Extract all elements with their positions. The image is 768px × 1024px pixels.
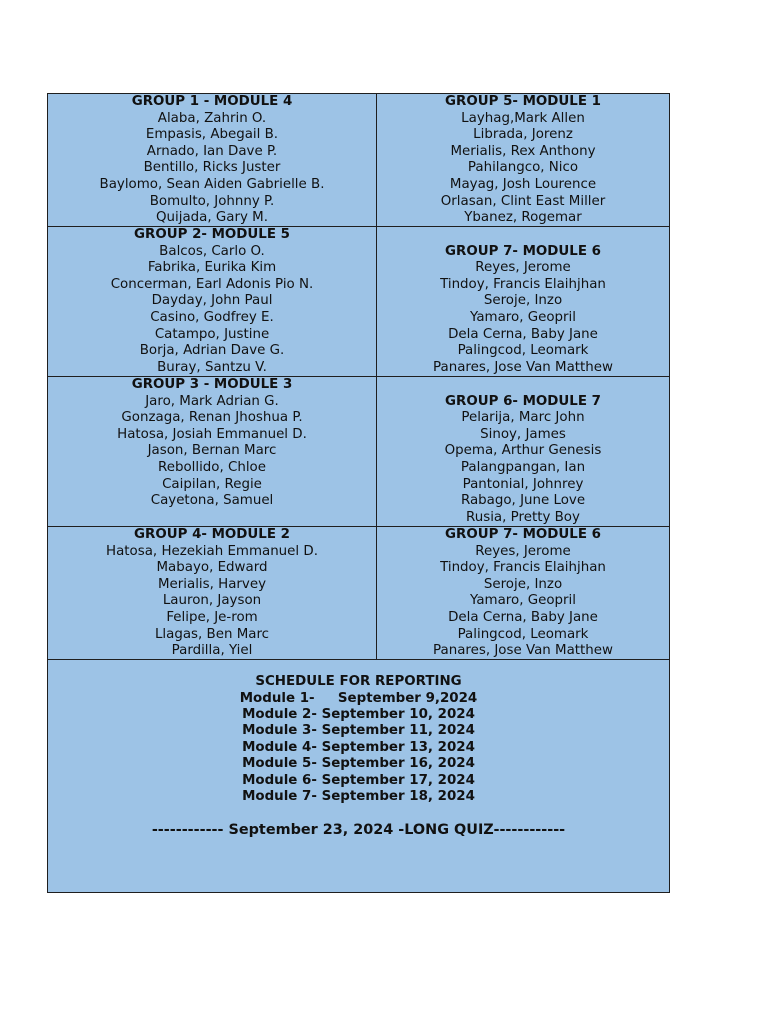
group-row-1 bbox=[48, 94, 669, 227]
schedule-item: Module 2- September 10, 2024 bbox=[242, 707, 475, 722]
group-member: Catampo, Justine bbox=[154, 326, 270, 342]
group-member: Balcos, Carlo O. bbox=[159, 243, 265, 259]
group-row-2 bbox=[48, 227, 669, 377]
group-member: Seroje, Inzo bbox=[483, 293, 563, 309]
group-member: Merialis, Harvey bbox=[157, 576, 267, 592]
schedule-title: SCHEDULE FOR REPORTING bbox=[255, 674, 462, 689]
group-member: Panares, Jose Van Matthew bbox=[433, 359, 613, 375]
group-member: Gonzaga, Renan Jhoshua P. bbox=[121, 410, 303, 426]
group-member: Yamaro, Geopril bbox=[470, 593, 576, 609]
group-2-cell bbox=[48, 227, 377, 376]
group-member: Tindoy, Francis Elaihjhan bbox=[440, 560, 606, 576]
group-member: Sinoy, James bbox=[480, 426, 566, 442]
group-member: Pelarija, Marc John bbox=[461, 410, 585, 426]
group-5-title: GROUP 5- MODULE 1 bbox=[445, 94, 601, 109]
group-member: Panares, Jose Van Matthew bbox=[433, 643, 613, 659]
group-member: Empasis, Abegail B. bbox=[145, 127, 279, 143]
group-member: Jaro, Mark Adrian G. bbox=[145, 393, 279, 409]
group-1-title: GROUP 1 - MODULE 4 bbox=[131, 94, 293, 109]
group-member: Quijada, Gary M. bbox=[156, 210, 268, 226]
group-3-cell bbox=[48, 377, 377, 526]
group-member: Reyes, Jerome bbox=[475, 260, 571, 276]
group-member: Tindoy, Francis Elaihjhan bbox=[440, 276, 606, 292]
group-member: Alaba, Zahrin O. bbox=[157, 110, 267, 126]
group-member: Dayday, John Paul bbox=[151, 293, 273, 309]
group-member: Merialis, Rex Anthony bbox=[450, 143, 596, 159]
group-member: Mabayo, Edward bbox=[156, 560, 268, 576]
group-member: Palangpangan, Ian bbox=[460, 459, 586, 475]
group-member: Pantonial, Johnrey bbox=[462, 476, 584, 492]
group-member: Hatosa, Josiah Emmanuel D. bbox=[117, 426, 307, 442]
group-member: Concerman, Earl Adonis Pio N. bbox=[110, 276, 314, 292]
group-row-4 bbox=[48, 527, 669, 660]
group-7-repeat-cell bbox=[377, 527, 669, 659]
group-member: Rabago, June Love bbox=[460, 493, 586, 509]
group-member: Seroje, Inzo bbox=[483, 576, 563, 592]
group-member: Rusia, Pretty Boy bbox=[466, 509, 580, 525]
schedule-item: Module 4- September 13, 2024 bbox=[242, 739, 475, 755]
group-4-cell bbox=[48, 527, 377, 659]
cell-spacer bbox=[377, 227, 669, 244]
group-2-title: GROUP 2- MODULE 5 bbox=[134, 227, 290, 242]
group-member: Ybanez, Rogemar bbox=[464, 210, 582, 226]
group-member: Casino, Godfrey E. bbox=[150, 309, 274, 325]
group-member: Lauron, Jayson bbox=[162, 593, 262, 609]
schedule-item: Module 3- September 11, 2024 bbox=[242, 723, 475, 739]
group-member: Orlasan, Clint East Miller bbox=[440, 193, 606, 209]
group-member: Arnado, Ian Dave P. bbox=[146, 143, 278, 159]
group-member: Mayag, Josh Lourence bbox=[449, 176, 597, 192]
group-member: Layhag,Mark Allen bbox=[461, 110, 585, 126]
schedule-item: Module 1- September 9,2024 bbox=[239, 690, 478, 706]
reporting-schedule bbox=[48, 660, 669, 839]
group-1-cell bbox=[48, 94, 377, 226]
group-member: Palingcod, Leomark bbox=[457, 343, 589, 359]
group-member: Opema, Arthur Genesis bbox=[444, 443, 602, 459]
group-member: Caipilan, Regie bbox=[162, 476, 262, 492]
group-member: Hatosa, Hezekiah Emmanuel D. bbox=[106, 543, 318, 559]
schedule-item: Module 5- September 16, 2024 bbox=[242, 756, 475, 772]
group-member: Bentillo, Ricks Juster bbox=[143, 160, 281, 176]
schedule-item: Module 6- September 17, 2024 bbox=[242, 772, 475, 788]
group-member: Yamaro, Geopril bbox=[470, 309, 576, 325]
group-member: Felipe, Je-rom bbox=[166, 609, 258, 625]
cell-spacer bbox=[377, 377, 669, 394]
group-member: Pardilla, Yiel bbox=[171, 643, 253, 659]
group-member: Pahilangco, Nico bbox=[467, 160, 579, 176]
group-7-title: GROUP 7- MODULE 6 bbox=[445, 243, 601, 259]
group-member: Dela Cerna, Baby Jane bbox=[448, 326, 598, 342]
group-member: Reyes, Jerome bbox=[475, 543, 571, 559]
group-5-cell bbox=[377, 94, 669, 226]
group-member: Jason, Bernan Marc bbox=[147, 443, 277, 459]
group-member: Llagas, Ben Marc bbox=[154, 626, 270, 642]
group-3-title: GROUP 3 - MODULE 3 bbox=[131, 377, 293, 392]
long-quiz-notice: ------------ September 23, 2024 -LONG QUIZ------------ bbox=[151, 822, 566, 839]
group-member: Bomulto, Johnny P. bbox=[149, 193, 275, 209]
group-row-3 bbox=[48, 377, 669, 527]
group-member: Buray, Santzu V. bbox=[157, 359, 267, 375]
group-member: Librada, Jorenz bbox=[473, 127, 573, 143]
group-member: Fabrika, Eurika Kim bbox=[147, 260, 277, 276]
group-member: Cayetona, Samuel bbox=[150, 493, 274, 509]
group-member: Rebollido, Chloe bbox=[158, 459, 266, 475]
group-4-title: GROUP 4- MODULE 2 bbox=[134, 527, 290, 542]
group-6-title: GROUP 6- MODULE 7 bbox=[445, 393, 601, 409]
schedule-item: Module 7- September 18, 2024 bbox=[242, 789, 475, 805]
group-member: Palingcod, Leomark bbox=[457, 626, 589, 642]
group-member: Dela Cerna, Baby Jane bbox=[448, 609, 598, 625]
group-6-cell bbox=[377, 377, 669, 526]
group-member: Baylomo, Sean Aiden Gabrielle B. bbox=[99, 176, 325, 192]
group-member: Borja, Adrian Dave G. bbox=[139, 343, 285, 359]
group-7-cell bbox=[377, 227, 669, 376]
group-7-repeat-title: GROUP 7- MODULE 6 bbox=[445, 527, 601, 542]
schedule-sheet bbox=[47, 93, 670, 893]
